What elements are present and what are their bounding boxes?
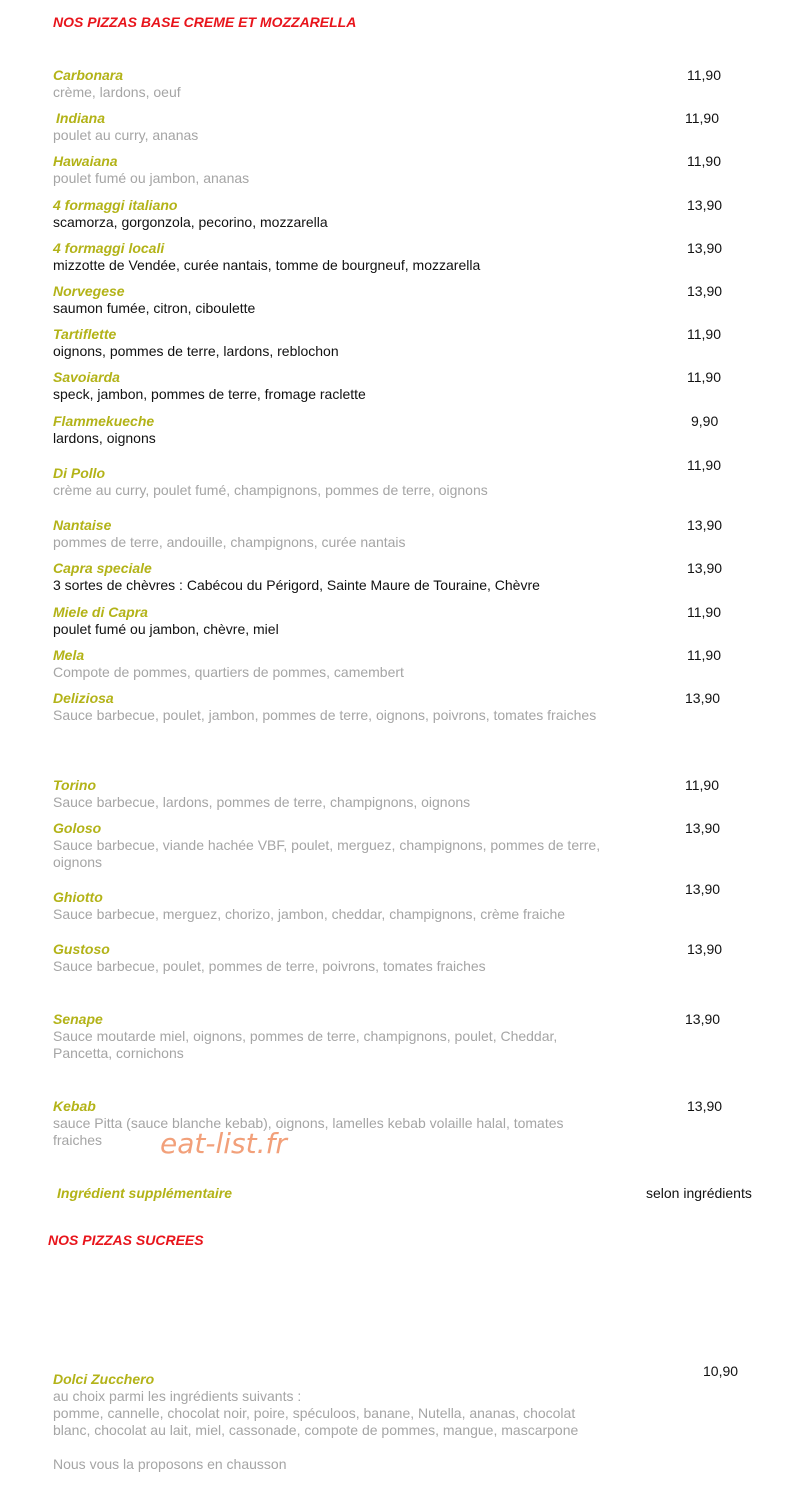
pizza-price: 11,90 — [687, 457, 721, 473]
pizza-name: 4 formaggi italiano — [53, 197, 178, 213]
supplement-label: Ingrédient supplémentaire — [57, 1185, 233, 1201]
pizza-description: oignons, pommes de terre, lardons, reblochon — [53, 343, 339, 359]
pizza-price: 13,90 — [687, 240, 723, 256]
dolci-desc-line2: pomme, cannelle, chocolat noir, poire, spéculoos, banane, Nutella, ananas, chocolat blanc, chocolat au lait, miel, cassonade, compote de pommes, mangue, mascarpone — [53, 1405, 579, 1438]
pizza-price: 11,90 — [687, 647, 721, 663]
pizza-price: 11,90 — [687, 326, 721, 342]
pizza-name: Capra speciale — [53, 560, 152, 576]
pizza-name: Torino — [53, 777, 97, 793]
pizza-price: 13,90 — [687, 941, 723, 957]
pizza-description: scamorza, gorgonzola, pecorino, mozzarella — [53, 214, 328, 230]
pizza-description: sauce Pitta (sauce blanche kebab), oignons, lamelles kebab volaille halal, tomates fraiches — [53, 1115, 564, 1148]
pizza-price: 11,90 — [687, 369, 721, 385]
pizza-price: 13,90 — [687, 283, 723, 299]
pizza-name: Nantaise — [53, 517, 112, 533]
pizza-price: 13,90 — [687, 517, 723, 533]
pizza-description: Sauce barbecue, lardons, pommes de terre, champignons, oignons — [53, 794, 471, 810]
pizza-description: speck, jambon, pommes de terre, fromage raclette — [53, 386, 366, 402]
dolci-desc-line1: au choix parmi les ingrédients suivants : — [53, 1388, 302, 1404]
pizza-description: poulet fumé ou jambon, chèvre, miel — [53, 621, 279, 637]
pizza-price: 11,90 — [687, 153, 721, 169]
pizza-description: Sauce barbecue, poulet, pommes de terre, poivrons, tomates fraiches — [53, 958, 486, 974]
dolci-name: Dolci Zucchero — [53, 1371, 155, 1387]
pizza-price: 13,90 — [685, 820, 721, 836]
section-title-creme: NOS PIZZAS BASE CREME ET MOZZARELLA — [53, 14, 357, 30]
pizza-description: Sauce barbecue, merguez, chorizo, jambon, cheddar, champignons, crème fraiche — [53, 906, 566, 922]
pizza-price: 11,90 — [687, 67, 721, 83]
pizza-price: 11,90 — [685, 777, 719, 793]
watermark-logo: eat-list.fr — [160, 1127, 287, 1160]
pizza-name: 4 formaggi locali — [53, 240, 165, 256]
pizza-name: Norvegese — [53, 283, 125, 299]
pizza-description: 3 sortes de chèvres : Cabécou du Périgord, Sainte Maure de Touraine, Chèvre — [53, 577, 540, 593]
dolci-note: Nous vous la proposons en chausson — [53, 1456, 287, 1472]
pizza-name: Senape — [53, 1011, 103, 1027]
pizza-name: Deliziosa — [53, 690, 114, 706]
pizza-name: Savoiarda — [53, 369, 120, 385]
pizza-price: 13,90 — [687, 1098, 723, 1114]
pizza-description: poulet au curry, ananas — [53, 127, 199, 143]
pizza-name: Hawaiana — [53, 153, 118, 169]
pizza-name: Di Pollo — [53, 465, 106, 481]
pizza-description: Compote de pommes, quartiers de pommes, camembert — [53, 664, 404, 680]
pizza-name: Flammekueche — [53, 413, 155, 429]
pizza-name: Kebab — [53, 1098, 96, 1114]
pizza-name: Goloso — [53, 820, 102, 836]
pizza-name: Ghiotto — [53, 889, 103, 905]
pizza-description: poulet fumé ou jambon, ananas — [53, 170, 250, 186]
pizza-description: lardons, oignons — [53, 430, 156, 446]
pizza-name: Tartiflette — [53, 326, 117, 342]
pizza-description: crème au curry, poulet fumé, champignons, pommes de terre, oignons — [53, 482, 488, 498]
pizza-description: Sauce barbecue, viande hachée VBF, poulet, merguez, champignons, pommes de terre, oignons — [53, 837, 601, 870]
pizza-price: 13,90 — [685, 690, 721, 706]
pizza-price: 11,90 — [687, 604, 721, 620]
pizza-price: 13,90 — [685, 881, 721, 897]
pizza-description: pommes de terre, andouille, champignons, curée nantais — [53, 534, 406, 550]
pizza-name: Mela — [53, 647, 85, 663]
pizza-price: 13,90 — [685, 1011, 721, 1027]
pizza-price: 9,90 — [691, 413, 719, 429]
pizza-price: 13,90 — [687, 197, 723, 213]
pizza-description: Sauce barbecue, poulet, jambon, pommes de terre, oignons, poivrons, tomates fraiches — [53, 707, 597, 723]
pizza-price: 11,90 — [685, 110, 719, 126]
pizza-description: Sauce moutarde miel, oignons, pommes de terre, champignons, poulet, Cheddar, Pancetta, cornichons — [53, 1028, 558, 1061]
pizza-description: mizzotte de Vendée, curée nantais, tomme de bourgneuf, mozzarella — [53, 257, 481, 273]
pizza-name: Carbonara — [53, 67, 124, 83]
pizza-description: saumon fumée, citron, ciboulette — [53, 300, 256, 316]
pizza-description: crème, lardons, oeuf — [53, 84, 181, 100]
section-title-sucrees: NOS PIZZAS SUCREES — [48, 1232, 204, 1248]
pizza-name: Miele di Capra — [53, 604, 148, 620]
pizza-price: 13,90 — [687, 560, 723, 576]
pizza-name: Indiana — [56, 110, 106, 126]
supplement-price: selon ingrédients — [646, 1185, 752, 1201]
dolci-price: 10,90 — [703, 1363, 739, 1379]
pizza-name: Gustoso — [53, 941, 110, 957]
